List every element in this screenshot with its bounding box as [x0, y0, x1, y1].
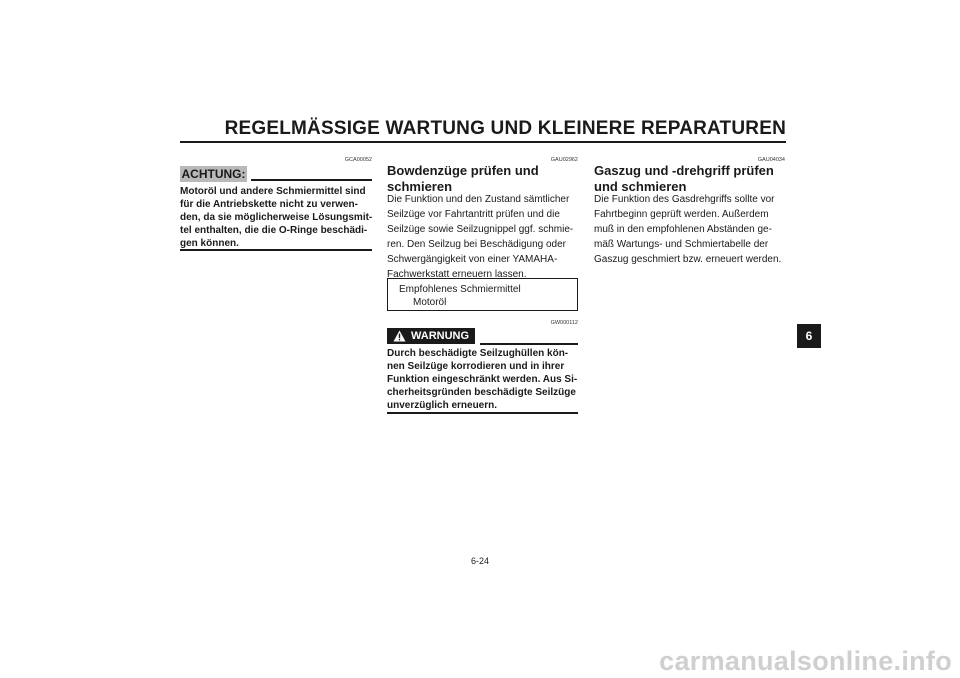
page-number: 6-24 — [470, 556, 489, 566]
text-line: Seilzüge vor Fahrtantritt prüfen und die — [387, 209, 560, 220]
caution-bottom-rule — [180, 249, 372, 251]
section-code: GCA00052 — [344, 157, 372, 163]
section-heading — [594, 163, 794, 195]
text-line: mäß Wartungs- und Schmiertabelle der — [594, 239, 769, 250]
text-line: Motoröl und andere Schmiermittel sind — [180, 186, 366, 197]
lubricant-label: Empfohlenes Schmiermittel — [399, 284, 521, 295]
achtung-badge: ACHTUNG: — [181, 167, 246, 181]
text-line: Fahrtbeginn geprüft werden. Außerdem — [594, 209, 769, 220]
watermark: carmanualsonline.info — [659, 646, 952, 676]
text-line: cherheitsgründen beschädigte Seilzüge — [387, 387, 576, 398]
text-line: Schwergängigkeit von einer YAMAHA- — [387, 254, 558, 265]
text-line: ren. Den Seilzug bei Beschädigung oder — [387, 239, 567, 250]
lubricant-box — [387, 278, 578, 311]
text-line: muß in den empfohlenen Abständen ge- — [594, 224, 772, 235]
text-line: Durch beschädigte Seilzughüllen kön- — [387, 348, 569, 359]
section-heading — [387, 163, 587, 195]
section-code: GAU04034 — [757, 157, 785, 163]
text-line: Gaszug geschmiert bzw. erneuert werden. — [594, 254, 782, 265]
heading-line: und schmieren — [594, 179, 687, 194]
warnung-label: WARNUNG — [411, 330, 470, 342]
warning-text — [387, 347, 587, 412]
section-body — [387, 192, 587, 282]
text-line: Funktion eingeschränkt werden. Aus Si- — [387, 374, 578, 385]
text-line: Fachwerkstatt erneuern lassen. — [387, 269, 527, 280]
warning-top-rule — [480, 343, 578, 345]
section-body — [594, 192, 794, 267]
heading-line: Gaszug und -drehgriff prüfen — [594, 163, 774, 178]
lubricant-value: Motoröl — [413, 297, 447, 308]
section-code: GAU02962 — [550, 157, 578, 163]
text-line: den, da sie möglicherweise Lösungsmit- — [180, 212, 373, 223]
text-line: unverzüglich erneuern. — [387, 400, 498, 411]
text-line: tel enthalten, die die O-Ringe beschädi- — [180, 225, 368, 236]
heading-line: schmieren — [387, 179, 453, 194]
warning-bottom-rule — [387, 412, 578, 414]
warnung-badge — [387, 328, 475, 344]
caution-text — [180, 185, 380, 250]
text-line: Seilzüge sowie Seilzugnippel ggf. schmie- — [387, 224, 574, 235]
text-line: Die Funktion des Gasdrehgriffs sollte vor — [594, 194, 775, 205]
chapter-tab: 6 — [797, 324, 821, 348]
text-line: nen Seilzüge korrodieren und in ihrer — [387, 361, 565, 372]
warning-triangle-icon — [393, 330, 406, 342]
text-line: Die Funktion und den Zustand sämtlicher — [387, 194, 570, 205]
caution-top-rule — [251, 179, 372, 181]
page-title: REGELMÄSSIGE WARTUNG UND KLEINERE REPARATUREN — [224, 118, 786, 139]
header-rule — [180, 141, 786, 143]
text-line: für die Antriebskette nicht zu verwen- — [180, 199, 358, 210]
warning-code: GW000112 — [550, 320, 578, 326]
text-line: gen können. — [180, 238, 239, 249]
heading-line: Bowdenzüge prüfen und — [387, 163, 539, 178]
